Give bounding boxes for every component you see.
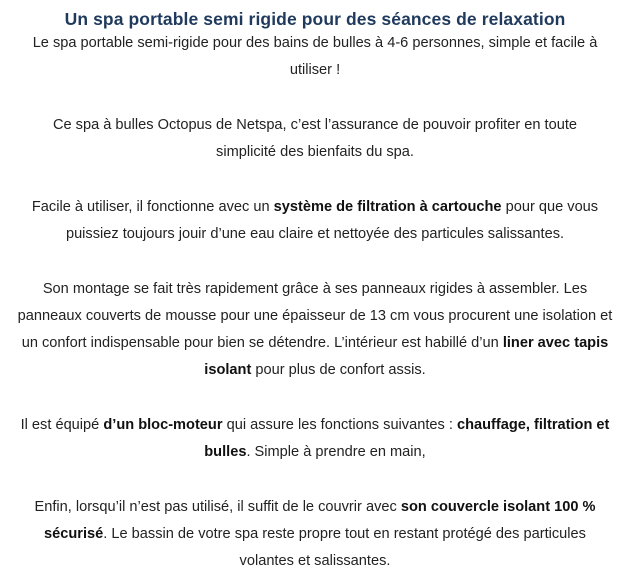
paragraph-gap [14,166,616,194]
paragraph-bloc-moteur [14,412,616,466]
paragraph-text: . Le bassin de votre spa reste propre tout en restant protégé des particules volantes et salissantes. [103,526,586,569]
paragraph-netspa [14,112,616,166]
highlight-liner: liner avec tapis isolant [204,335,609,378]
paragraph-montage [14,276,616,384]
paragraph-gap [14,466,616,494]
paragraph-text: pour que vous puissiez toujours jouir d’une eau claire et nettoyée des particules salissantes. [65,199,599,242]
paragraph-text: Facile à utiliser, il fonctionne avec un [31,199,274,215]
paragraph-gap [14,384,616,412]
highlight-filtration: système de filtration à cartouche [273,199,502,215]
paragraph-couvercle [14,494,616,575]
paragraph-text: qui assure les fonctions suivantes : [222,417,457,433]
paragraph-text: Ce spa à bulles Octopus de Netspa, c’est l’assurance de pouvoir profiter en toute simplicité des bienfaits du spa. [52,117,578,160]
paragraph-text: Il est équipé [20,417,104,433]
paragraph-text: pour plus de confort assis. [251,362,426,378]
highlight-couvercle: son couvercle isolant 100 % sécurisé [44,499,596,542]
section-title: Un spa portable semi rigide pour des séances de relaxation [64,9,566,29]
paragraph-gap [14,248,616,276]
paragraph-text: . Simple à prendre en main, [246,444,426,460]
paragraph-text: Enfin, lorsqu’il n’est pas utilisé, il suffit de le couvrir avec [34,499,401,515]
paragraph-text: Le spa portable semi-rigide pour des bains de bulles à 4-6 personnes, simple et facile à utiliser ! [32,35,598,78]
paragraph-intro [14,30,616,84]
paragraph-filtration [14,194,616,248]
highlight-fonctions: chauffage, filtration et bulles [204,417,610,460]
paragraph-text: Son montage se fait très rapidement grâce à ses panneaux rigides à assembler. Les panneaux couverts de mousse pour une épaisseur de 13 cm vous procurent une isolation et un confort indispensable pour bien se détendre. L’intérieur est habillé d’un [17,281,613,351]
paragraph-gap [14,84,616,112]
highlight-bloc-moteur: d’un bloc-moteur [103,417,223,433]
